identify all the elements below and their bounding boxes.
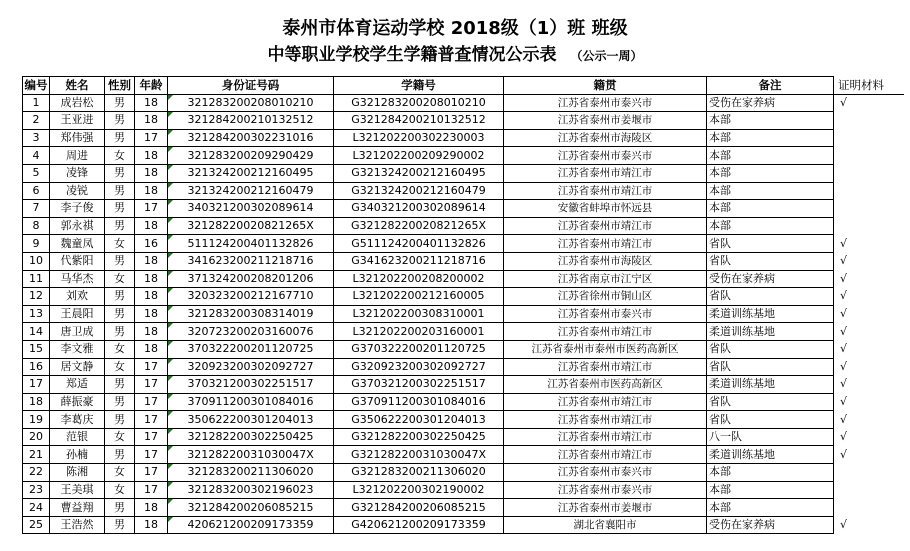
- origin-cell: 江苏省泰州市海陵区: [504, 252, 707, 270]
- gender-cell: 男: [105, 129, 135, 147]
- student-name: 唐卫成: [50, 323, 105, 341]
- student-id-cell: G370911200301084016: [334, 393, 504, 411]
- age-cell: 17: [135, 358, 168, 376]
- origin-cell: 江苏省南京市江宁区: [504, 270, 707, 288]
- origin-cell: 江苏省泰州市靖江市: [504, 446, 707, 464]
- age-cell: 18: [135, 270, 168, 288]
- proof-check-cell: [834, 129, 904, 147]
- origin-cell: 江苏省泰州市泰兴市: [504, 464, 707, 482]
- origin-cell: 江苏省泰州市靖江市: [504, 428, 707, 446]
- age-cell: 18: [135, 94, 168, 112]
- proof-check-cell: √: [840, 96, 848, 110]
- student-id-cell: G320923200302092727: [334, 358, 504, 376]
- student-id-cell: L321202200302190002: [334, 481, 504, 499]
- student-id-cell: G321324200212160495: [334, 164, 504, 182]
- table-row: [23, 94, 904, 112]
- title-line-1: 泰州市体育运动学校 2018级（1）班 班级: [282, 18, 628, 39]
- id-number-cell: 32128220031030047X: [168, 446, 334, 464]
- student-id-cell: G350622200301204013: [334, 411, 504, 429]
- proof-check-cell: √: [840, 412, 848, 426]
- row-number: 21: [23, 446, 50, 464]
- table-row: [23, 376, 904, 394]
- gender-cell: 男: [105, 376, 135, 394]
- row-number: 16: [23, 358, 50, 376]
- proof-check-cell: [834, 499, 904, 517]
- table-row: [23, 323, 904, 341]
- student-id-cell: G32128220020821265X: [334, 217, 504, 235]
- remark-cell: 柔道训练基地: [707, 376, 834, 394]
- age-cell: 17: [135, 446, 168, 464]
- student-name: 凌锐: [50, 182, 105, 200]
- student-name: 李子俊: [50, 200, 105, 218]
- table-row: [23, 252, 904, 270]
- origin-cell: 江苏省泰州市姜堰市: [504, 499, 707, 517]
- id-number-cell: 350622200301204013: [168, 411, 334, 429]
- remark-cell: 省队: [707, 393, 834, 411]
- id-number-cell: 370322200201120725: [168, 340, 334, 358]
- table-row: [23, 481, 904, 499]
- student-name: 周进: [50, 147, 105, 165]
- remark-cell: 本部: [707, 129, 834, 147]
- header-origin: 籍贯: [504, 77, 707, 95]
- student-id-cell: G321284200210132512: [334, 112, 504, 130]
- student-name: 刘欢: [50, 288, 105, 306]
- table-row: [23, 182, 904, 200]
- gender-cell: 女: [105, 464, 135, 482]
- table-row: [23, 112, 904, 130]
- origin-cell: 江苏省泰州市海陵区: [504, 129, 707, 147]
- header-row: [23, 77, 904, 95]
- student-name: 成岩松: [50, 94, 105, 112]
- student-id-cell: G341623200211218716: [334, 252, 504, 270]
- table-row: [23, 340, 904, 358]
- table-row: [23, 164, 904, 182]
- table-row: [23, 428, 904, 446]
- row-number: 12: [23, 288, 50, 306]
- id-number-cell: 321283200208010210: [168, 94, 334, 112]
- id-number-cell: 32128220020821265X: [168, 217, 334, 235]
- row-number: 11: [23, 270, 50, 288]
- id-number-cell: 321284200302231016: [168, 129, 334, 147]
- student-id-cell: G321283200208010210: [334, 94, 504, 112]
- age-cell: 17: [135, 376, 168, 394]
- age-cell: 18: [135, 323, 168, 341]
- row-number: 2: [23, 112, 50, 130]
- id-number-cell: 321284200210132512: [168, 112, 334, 130]
- proof-check-cell: [834, 112, 904, 130]
- age-cell: 18: [135, 516, 168, 534]
- proof-check-cell: √: [840, 359, 848, 373]
- student-id-cell: G321282200302250425: [334, 428, 504, 446]
- table-row: [23, 217, 904, 235]
- id-number-cell: 341623200211218716: [168, 252, 334, 270]
- origin-cell: 江苏省泰州市靖江市: [504, 358, 707, 376]
- age-cell: 18: [135, 217, 168, 235]
- origin-cell: 江苏省泰州市靖江市: [504, 323, 707, 341]
- row-number: 9: [23, 235, 50, 253]
- header-remark: 备注: [707, 77, 834, 95]
- age-cell: 17: [135, 393, 168, 411]
- origin-cell: 江苏省泰州市靖江市: [504, 411, 707, 429]
- student-name: 王美琪: [50, 481, 105, 499]
- origin-cell: 江苏省泰州市泰兴市: [504, 94, 707, 112]
- student-name: 范银: [50, 428, 105, 446]
- student-id-cell: L321202200302230003: [334, 129, 504, 147]
- origin-cell: 安徽省蚌埠市怀远县: [504, 200, 707, 218]
- proof-check-cell: √: [840, 518, 848, 532]
- age-cell: 17: [135, 129, 168, 147]
- age-cell: 18: [135, 164, 168, 182]
- gender-cell: 男: [105, 112, 135, 130]
- proof-check-cell: √: [840, 394, 848, 408]
- proof-check-cell: √: [840, 430, 848, 444]
- age-cell: 18: [135, 252, 168, 270]
- proof-check-cell: [834, 481, 904, 499]
- id-number-cell: 321324200212160495: [168, 164, 334, 182]
- age-cell: 18: [135, 340, 168, 358]
- student-name: 孙楠: [50, 446, 105, 464]
- student-name: 郑伟强: [50, 129, 105, 147]
- table-row: [23, 464, 904, 482]
- id-number-cell: 321284200206085215: [168, 499, 334, 517]
- id-number-cell: 321282200302250425: [168, 428, 334, 446]
- origin-cell: 江苏省泰州市泰兴市: [504, 481, 707, 499]
- header-no: 编号: [24, 78, 48, 93]
- student-id-cell: G370322200201120725: [334, 340, 504, 358]
- gender-cell: 男: [105, 499, 135, 517]
- proof-check-cell: √: [840, 342, 848, 356]
- table-title: 中等职业学校学生学籍普查情况公示表: [267, 45, 557, 65]
- student-name: 曹益翔: [50, 499, 105, 517]
- remark-cell: 受伤在家养病: [707, 94, 834, 112]
- row-number: 23: [23, 481, 50, 499]
- origin-cell: 江苏省泰州市泰州市医药高新区: [504, 340, 707, 358]
- student-name: 李文雅: [50, 340, 105, 358]
- proof-check-cell: [834, 147, 904, 165]
- origin-cell: 江苏省徐州市铜山区: [504, 288, 707, 306]
- row-number: 17: [23, 376, 50, 394]
- remark-cell: 本部: [707, 481, 834, 499]
- proof-check-cell: [834, 217, 904, 235]
- remark-cell: 柔道训练基地: [707, 323, 834, 341]
- gender-cell: 男: [105, 305, 135, 323]
- age-cell: 18: [135, 112, 168, 130]
- row-number: 18: [23, 393, 50, 411]
- student-id-cell: G511124200401132826: [334, 235, 504, 253]
- proof-check-cell: √: [840, 236, 848, 250]
- origin-cell: 江苏省泰州市靖江市: [504, 217, 707, 235]
- student-name: 凌锋: [50, 164, 105, 182]
- proof-check-cell: √: [840, 324, 848, 338]
- student-name: 代紫阳: [50, 252, 105, 270]
- gender-cell: 女: [105, 340, 135, 358]
- id-number-cell: 420621200209173359: [168, 516, 334, 534]
- student-name: 魏童凤: [50, 235, 105, 253]
- remark-cell: 省队: [707, 252, 834, 270]
- student-id-cell: G370321200302251517: [334, 376, 504, 394]
- age-cell: 18: [135, 499, 168, 517]
- gender-cell: 男: [105, 252, 135, 270]
- table-row: [23, 147, 904, 165]
- table-row: [23, 446, 904, 464]
- origin-cell: 江苏省泰州市靖江市: [504, 182, 707, 200]
- title-line-2: [0, 40, 910, 65]
- gender-cell: 女: [105, 270, 135, 288]
- gender-cell: 男: [105, 182, 135, 200]
- gender-cell: 男: [105, 164, 135, 182]
- header-gender: 性别: [105, 77, 135, 95]
- gender-cell: 女: [105, 358, 135, 376]
- proof-check-cell: √: [840, 254, 848, 268]
- id-number-cell: 371324200208201206: [168, 270, 334, 288]
- student-roster-table: [22, 76, 904, 534]
- gender-cell: 男: [105, 393, 135, 411]
- id-number-cell: 320723200203160076: [168, 323, 334, 341]
- origin-cell: 江苏省泰州市姜堰市: [504, 112, 707, 130]
- table-row: [23, 288, 904, 306]
- table-row: [23, 358, 904, 376]
- table-row: [23, 411, 904, 429]
- student-name: 王晨阳: [50, 305, 105, 323]
- origin-cell: 江苏省泰州市泰兴市: [504, 305, 707, 323]
- table-row: [23, 393, 904, 411]
- remark-cell: 本部: [707, 182, 834, 200]
- origin-cell: 江苏省泰州市靖江市: [504, 164, 707, 182]
- table-row: [23, 235, 904, 253]
- table-row: [23, 499, 904, 517]
- age-cell: 17: [135, 428, 168, 446]
- student-id-cell: G340321200302089614: [334, 200, 504, 218]
- remark-cell: 本部: [707, 464, 834, 482]
- row-number: 4: [23, 147, 50, 165]
- age-cell: 17: [135, 411, 168, 429]
- id-number-cell: 511124200401132826: [168, 235, 334, 253]
- student-name: 李葛庆: [50, 411, 105, 429]
- gender-cell: 男: [105, 323, 135, 341]
- age-cell: 17: [135, 200, 168, 218]
- row-number: 5: [23, 164, 50, 182]
- gender-cell: 男: [105, 200, 135, 218]
- origin-cell: 江苏省泰州市靖江市: [504, 235, 707, 253]
- remark-cell: 省队: [707, 340, 834, 358]
- gender-cell: 男: [105, 288, 135, 306]
- row-number: 3: [23, 129, 50, 147]
- row-number: 8: [23, 217, 50, 235]
- id-number-cell: 370321200302251517: [168, 376, 334, 394]
- student-name: 王浩然: [50, 516, 105, 534]
- student-id-cell: G321284200206085215: [334, 499, 504, 517]
- row-number: 13: [23, 305, 50, 323]
- gender-cell: 男: [105, 446, 135, 464]
- remark-cell: 本部: [707, 200, 834, 218]
- student-id-cell: G420621200209173359: [334, 516, 504, 534]
- table-row: [23, 305, 904, 323]
- remark-cell: 省队: [707, 411, 834, 429]
- age-cell: 17: [135, 464, 168, 482]
- student-name: 马华杰: [50, 270, 105, 288]
- proof-check-cell: √: [840, 271, 848, 285]
- row-number: 10: [23, 252, 50, 270]
- age-cell: 16: [135, 235, 168, 253]
- origin-cell: 江苏省泰州市靖江市: [504, 393, 707, 411]
- id-number-cell: 321283200209290429: [168, 147, 334, 165]
- remark-cell: 柔道训练基地: [707, 446, 834, 464]
- student-id-cell: L321202200308310001: [334, 305, 504, 323]
- publicity-period-note: （公示一周）: [570, 49, 643, 63]
- proof-check-cell: [834, 200, 904, 218]
- row-number: 15: [23, 340, 50, 358]
- student-name: 居文静: [50, 358, 105, 376]
- origin-cell: 湖北省襄阳市: [504, 516, 707, 534]
- gender-cell: 男: [105, 411, 135, 429]
- header-age: 年龄: [135, 77, 168, 95]
- student-id-cell: L321202200203160001: [334, 323, 504, 341]
- gender-cell: 男: [105, 217, 135, 235]
- proof-check-cell: [834, 182, 904, 200]
- proof-check-cell: [834, 164, 904, 182]
- header-id-number: 身份证号码: [168, 77, 334, 95]
- remark-cell: 本部: [707, 164, 834, 182]
- gender-cell: 女: [105, 235, 135, 253]
- proof-check-cell: √: [840, 447, 848, 461]
- row-number: 6: [23, 182, 50, 200]
- origin-cell: 江苏省泰州市泰兴市: [504, 147, 707, 165]
- remark-cell: 省队: [707, 235, 834, 253]
- row-number: 7: [23, 200, 50, 218]
- id-number-cell: 321283200308314019: [168, 305, 334, 323]
- remark-cell: 省队: [707, 358, 834, 376]
- row-number: 19: [23, 411, 50, 429]
- remark-cell: 受伤在家养病: [707, 270, 834, 288]
- gender-cell: 男: [105, 94, 135, 112]
- id-number-cell: 320923200302092727: [168, 358, 334, 376]
- table-row: [23, 270, 904, 288]
- remark-cell: 柔道训练基地: [707, 305, 834, 323]
- student-id-cell: L321202200209290002: [334, 147, 504, 165]
- student-id-cell: G321283200211306020: [334, 464, 504, 482]
- table-body: [23, 94, 904, 534]
- gender-cell: 女: [105, 147, 135, 165]
- row-number: 1: [23, 94, 50, 112]
- student-id-cell: G32128220031030047X: [334, 446, 504, 464]
- student-id-cell: G321324200212160479: [334, 182, 504, 200]
- id-number-cell: 321283200302196023: [168, 481, 334, 499]
- age-cell: 17: [135, 481, 168, 499]
- gender-cell: 女: [105, 481, 135, 499]
- student-name: 郑适: [50, 376, 105, 394]
- id-number-cell: 370911200301084016: [168, 393, 334, 411]
- age-cell: 18: [135, 305, 168, 323]
- id-number-cell: 320323200212167710: [168, 288, 334, 306]
- header-proof: 证明材料: [834, 77, 904, 95]
- gender-cell: 女: [105, 428, 135, 446]
- student-name: 郭永祺: [50, 217, 105, 235]
- id-number-cell: 321324200212160479: [168, 182, 334, 200]
- student-id-cell: L321202200212160005: [334, 288, 504, 306]
- proof-check-cell: √: [840, 377, 848, 391]
- row-number: 14: [23, 323, 50, 341]
- remark-cell: 本部: [707, 147, 834, 165]
- row-number: 24: [23, 499, 50, 517]
- row-number: 20: [23, 428, 50, 446]
- row-number: 25: [23, 516, 50, 534]
- student-name: 陈湘: [50, 464, 105, 482]
- id-number-cell: 340321200302089614: [168, 200, 334, 218]
- student-id-cell: L321202200208200002: [334, 270, 504, 288]
- remark-cell: 受伤在家养病: [707, 516, 834, 534]
- remark-cell: 本部: [707, 112, 834, 130]
- header-student-id: 学籍号: [334, 77, 504, 95]
- row-number: 22: [23, 464, 50, 482]
- header-name: 姓名: [50, 77, 105, 95]
- student-name: 王亚进: [50, 112, 105, 130]
- remark-cell: 省队: [707, 288, 834, 306]
- table-row: [23, 516, 904, 534]
- gender-cell: 男: [105, 516, 135, 534]
- age-cell: 18: [135, 288, 168, 306]
- proof-check-cell: √: [840, 307, 848, 321]
- student-name: 薛振豪: [50, 393, 105, 411]
- table-row: [23, 200, 904, 218]
- remark-cell: 本部: [707, 217, 834, 235]
- proof-check-cell: [834, 464, 904, 482]
- age-cell: 18: [135, 182, 168, 200]
- origin-cell: 江苏省泰州市医药高新区: [504, 376, 707, 394]
- id-number-cell: 321283200211306020: [168, 464, 334, 482]
- age-cell: 18: [135, 147, 168, 165]
- remark-cell: 八一队: [707, 428, 834, 446]
- proof-check-cell: √: [840, 289, 848, 303]
- remark-cell: 本部: [707, 499, 834, 517]
- table-row: [23, 129, 904, 147]
